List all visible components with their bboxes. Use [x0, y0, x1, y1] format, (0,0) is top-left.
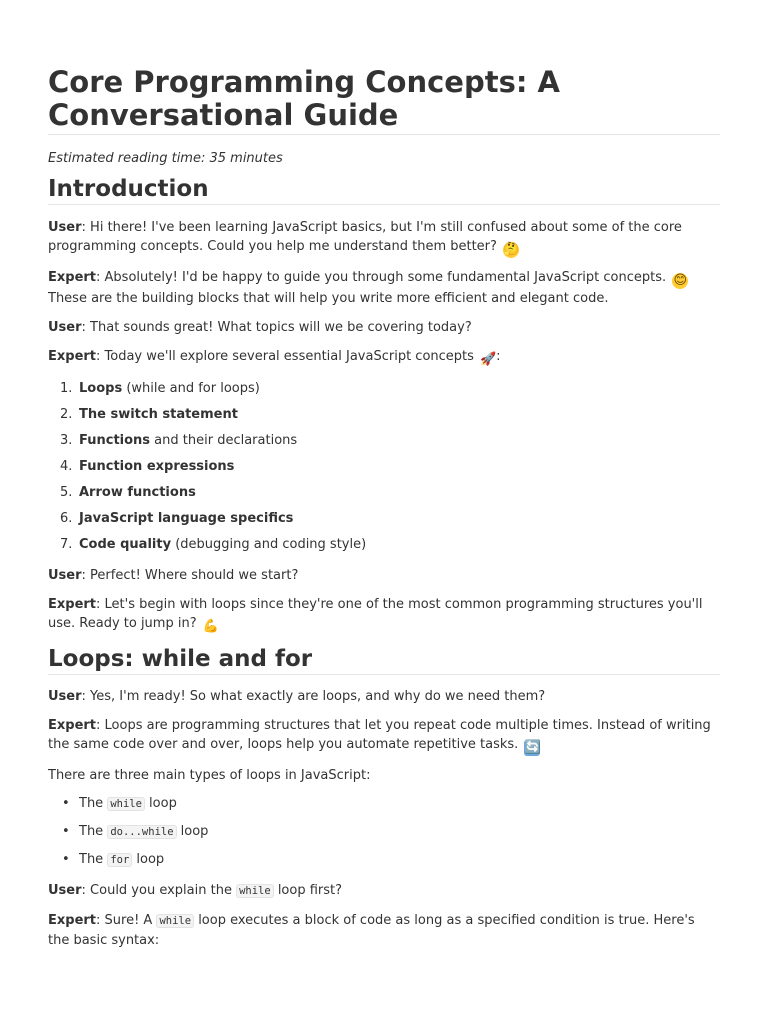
dialogue-expert-2	[48, 347, 720, 368]
speaker-label: Expert	[48, 913, 97, 928]
smiling-face-icon: 😊	[673, 273, 688, 288]
list-number: 2.	[60, 407, 73, 422]
list-item	[48, 535, 720, 554]
dialogue-expert-1	[48, 268, 720, 308]
dialogue-text: : Loops are programming structures that let you repeat code multiple times. Instead of writing the same code over and over, loops help you automate repetitive tasks.	[48, 718, 711, 752]
dialogue-text: : Sure! A	[96, 913, 157, 928]
speaker-label: Expert	[48, 270, 97, 285]
rocket-icon: 🚀	[480, 352, 497, 367]
topic-detail: (while and for loops)	[122, 381, 260, 396]
page-title: Core Programming Concepts: A Conversational Guide	[48, 66, 720, 135]
list-number: 3.	[60, 433, 73, 448]
flexed-biceps-icon: 💪	[202, 619, 219, 634]
dialogue-user-5	[48, 881, 720, 901]
list-number: 7.	[60, 537, 73, 552]
inline-code: do...while	[107, 825, 176, 839]
speaker-label: User	[48, 220, 82, 235]
dialogue-text: : Today we'll explore several essential JavaScript concepts	[96, 349, 474, 364]
dialogue-text: : Hi there! I've been learning JavaScript basics, but I'm still confused about some of the core programming concepts. Could you help me understand them better?	[48, 220, 682, 254]
section-heading-loops: Loops: while and for	[48, 645, 720, 675]
list-number: 5.	[60, 485, 73, 500]
topic-detail: (debugging and coding style)	[171, 537, 367, 552]
dialogue-text-continued: These are the building blocks that will help you write more efficient and elegant code.	[48, 291, 609, 306]
list-item	[48, 483, 720, 502]
list-item	[48, 431, 720, 450]
item-text: loop	[132, 852, 165, 867]
dialogue-text: : Yes, I'm ready! So what exactly are loops, and why do we need them?	[81, 689, 546, 704]
list-number: 4.	[60, 459, 73, 474]
topic-name: Loops	[79, 381, 123, 396]
item-text: loop	[144, 796, 177, 811]
list-item	[48, 405, 720, 424]
inline-code: while	[107, 797, 145, 811]
dialogue-text: : Let's begin with loops since they're one of the most common programming structures you'll use. Ready to jump in?	[48, 597, 703, 631]
dialogue-expert-4	[48, 716, 720, 756]
inline-code: while	[156, 914, 194, 928]
item-text: The	[79, 796, 108, 811]
dialogue-user-4	[48, 687, 720, 706]
dialogue-expert-3	[48, 595, 720, 635]
list-item	[48, 509, 720, 528]
list-number: 1.	[60, 381, 73, 396]
inline-code: while	[236, 884, 274, 898]
repeat-arrows-icon: 🔄	[524, 740, 541, 755]
topic-name: JavaScript language specifics	[79, 511, 294, 526]
list-item	[48, 850, 720, 870]
list-item	[48, 822, 720, 842]
bullet-icon: •	[62, 852, 70, 867]
topic-name: Function expressions	[79, 459, 235, 474]
bullet-icon: •	[62, 824, 70, 839]
dialogue-text: : Absolutely! I'd be happy to guide you through some fundamental JavaScript concepts.	[96, 270, 667, 285]
section-heading-introduction: Introduction	[48, 175, 720, 205]
topic-name: Arrow functions	[79, 485, 196, 500]
topics-list	[48, 379, 720, 554]
dialogue-user-3	[48, 566, 720, 585]
topic-name: Functions	[79, 433, 151, 448]
dialogue-user-2	[48, 318, 720, 337]
item-text: loop	[176, 824, 209, 839]
list-item	[48, 457, 720, 476]
speaker-label: Expert	[48, 718, 97, 733]
article-content	[48, 66, 720, 950]
paragraph-loop-types-intro: There are three main types of loops in JavaScript:	[48, 768, 371, 783]
list-item	[48, 379, 720, 398]
list-number: 6.	[60, 511, 73, 526]
thinking-face-icon: 🤔	[503, 242, 520, 257]
list-item	[48, 794, 720, 814]
item-text: The	[79, 824, 108, 839]
dialogue-text: loop executes a block of code as long as a specified condition is true. Here's the basic syntax:	[48, 913, 695, 948]
topic-detail: and their declarations	[150, 433, 298, 448]
speaker-label: Expert	[48, 349, 97, 364]
dialogue-text: : Could you explain the	[81, 883, 237, 898]
inline-code: for	[107, 853, 132, 867]
colon-text: :	[496, 349, 501, 364]
dialogue-text: : Perfect! Where should we start?	[81, 568, 299, 583]
dialogue-text: : That sounds great! What topics will we be covering today?	[81, 320, 472, 335]
topic-name: The switch statement	[79, 407, 238, 422]
speaker-label: User	[48, 689, 82, 704]
dialogue-text: loop first?	[273, 883, 343, 898]
bullet-icon: •	[62, 796, 70, 811]
speaker-label: User	[48, 883, 82, 898]
reading-time: Estimated reading time: 35 minutes	[48, 151, 283, 166]
loop-types-list	[48, 794, 720, 870]
speaker-label: Expert	[48, 597, 97, 612]
dialogue-user-1	[48, 218, 720, 258]
dialogue-expert-5	[48, 911, 720, 950]
speaker-label: User	[48, 320, 82, 335]
speaker-label: User	[48, 568, 82, 583]
topic-name: Code quality	[79, 537, 172, 552]
item-text: The	[79, 852, 108, 867]
